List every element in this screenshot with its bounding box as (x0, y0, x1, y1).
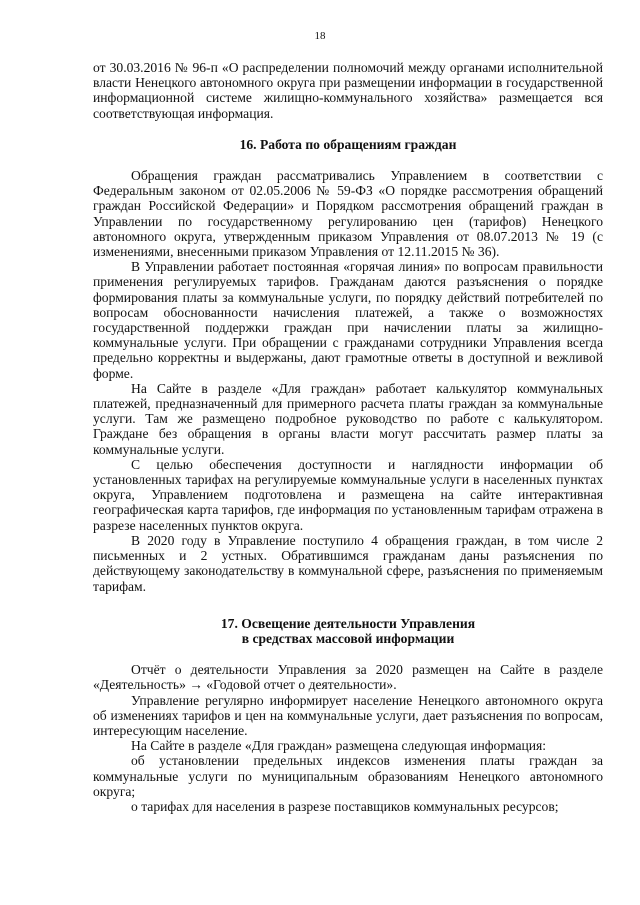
section-16-heading: 16. Работа по обращениям граждан (239, 136, 457, 152)
section-17-paragraph: На Сайте в разделе «Для граждан» размещена следующая информация: (131, 738, 547, 754)
section-16-paragraph: Обращения граждан рассматривались Управлением в соответствии с Федеральным законом от 02.05.2006 № 59-ФЗ «О порядке рассмотрения обращений граждан Российской Федерации» и Порядком рассмотрения обращений граждан в Управлении по государственному регулированию цен (тарифов) Ненецкого автономного округа, утвержденным приказом Управления от 08.07.2013 № 19 (с изменениями, внесенными приказом Управления от 12.11.2015 № 36). (93, 168, 603, 260)
intro-paragraph: от 30.03.2016 № 96-п «О распределении полномочий между органами исполнительной власти Ненецкого автономного округа при размещении информации в государственной информационной системе жилищно-коммунального хозяйства» размещается вся соответствующая информация. (93, 60, 603, 121)
section-17-paragraph: Отчёт о деятельности Управления за 2020 размещен на Сайте в разделе «Деятельность» → «Годовой отчет о деятельности». (93, 662, 603, 693)
page-number: 18 (314, 30, 326, 42)
page-content (93, 60, 603, 814)
section-16-paragraph: В 2020 году в Управление поступило 4 обращения граждан, в том числе 2 письменных и 2 устных. Обратившимся гражданам даны разъяснения по действующему законодательству в коммунальной сфере, разъяснения по применяемым тарифам. (93, 532, 603, 594)
section-16-paragraph: На Сайте в разделе «Для граждан» работает калькулятор коммунальных платежей, предназначенный для примерного расчета платы граждан за коммунальные услуги. Там же размещено подробное руководство по работе с калькулятором. Граждане без обращения в органы власти могут рассчитать размер платы за коммунальные услуги. (93, 380, 603, 457)
section-17-heading-line2: в средствах массовой информации (241, 630, 455, 646)
section-17-heading-line1: 17. Освещение деятельности Управления (220, 615, 476, 631)
section-16-paragraph: С целью обеспечения доступности и наглядности информации об установленных тарифах на регулируемые коммунальные услуги в населенных пунктах округа, Управлением подготовлена и размещена на сайте интерактивная географическая карта тарифов, где информация по установленным тарифам отражена в разрезе населенных пунктов округа. (93, 456, 603, 533)
section-17-heading (93, 616, 603, 646)
section-17-paragraph: о тарифах для населения в разрезе поставщиков коммунальных ресурсов; (131, 798, 559, 814)
section-16-paragraph: В Управлении работает постоянная «горячая линия» по вопросам правильности применения регулируемых тарифов. Гражданам даются разъяснения о порядке формирования платы за коммунальные услуги, по порядку действий потребителей по вопросам обоснованности начисления платежей, а также о возможностях государственной поддержки граждан при начислении платы за жилищно-коммунальные услуги. При обращении с гражданами сотрудники Управления всегда предельно корректны и выдержаны, дают грамотные ответы в доступной и вежливой форме. (93, 259, 603, 381)
section-17-paragraph: Управление регулярно информирует население Ненецкого автономного округа об изменениях тарифов и цен на коммунальные услуги, дает разъяснения по вопросам, интересующим население. (93, 692, 603, 738)
section-17-paragraph: об установлении предельных индексов изменения платы граждан за коммунальные услуги по муниципальным образованиям Ненецкого автономного округа; (93, 753, 603, 799)
